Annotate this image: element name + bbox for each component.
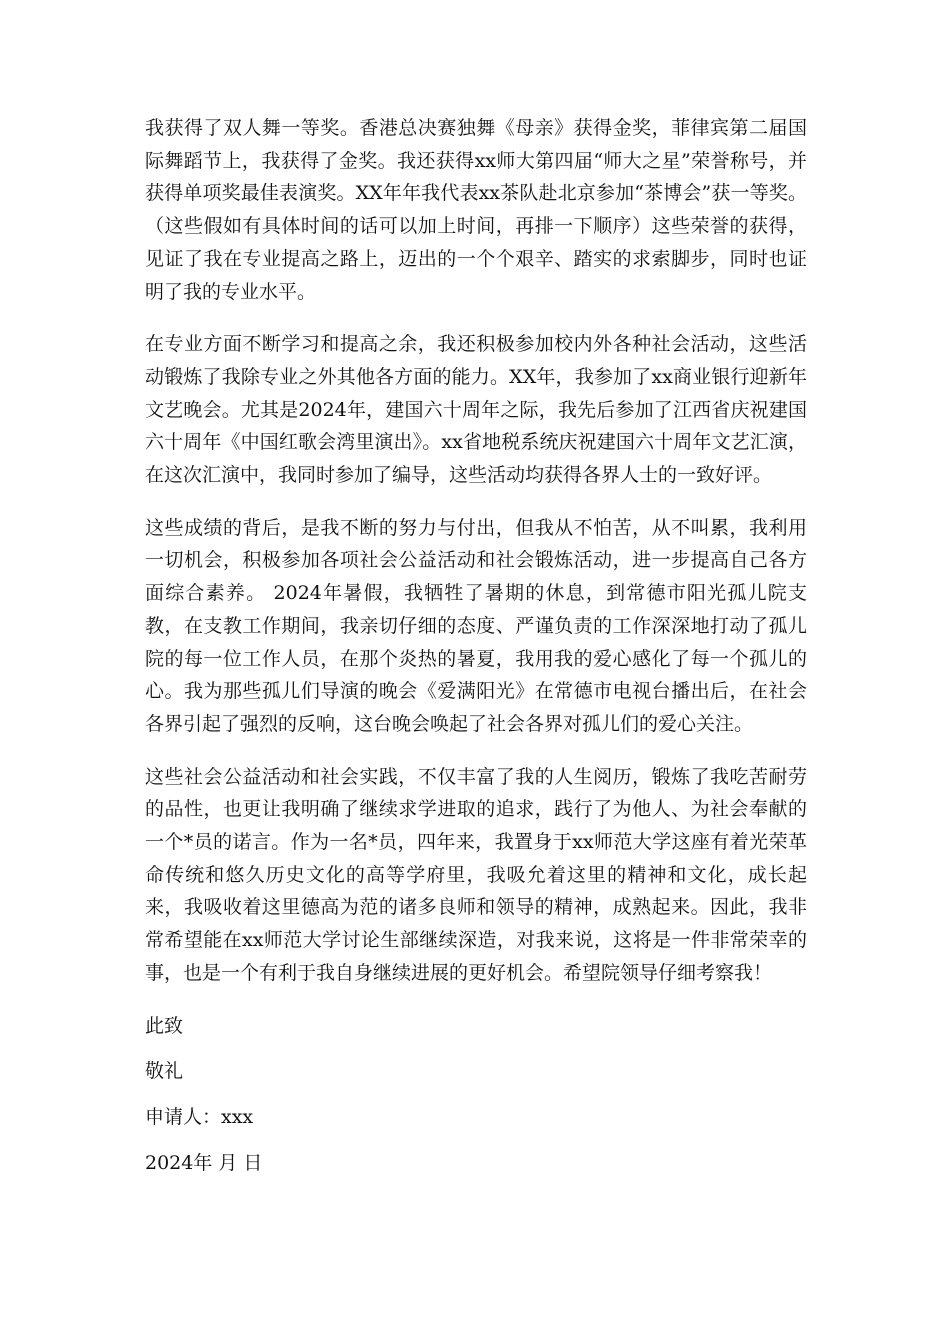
paragraph-text: 这些社会公益活动和社会实践，不仅丰富了我的人生阅历，锻炼了我吃苦耐劳的品性，也更让我明确了继续求学进取的追求，践行了为他人、为社会奉献的一个*员的诺言。作为一名*员，四年来，我置身于xx师范大学这座有着光荣革命传统和悠久历史文化的高等学府里，我吸允着这里的精神和文化，成长起来，我吸收着这里德高为范的诸多良师和领导的精神，成熟起来。因此，我非常希望能在xx师范大学讨论生部继续深造，对我来说，这将是一件非常荣幸的事，也是一个有利于我自身继续进展的更好机会。希望院领导仔细考察我！ <box>145 765 807 984</box>
paragraph-conclusion <box>145 761 807 990</box>
paragraph-awards <box>145 112 807 308</box>
applicant-signature: 申请人：xxx <box>145 1105 254 1128</box>
letter-date: 2024年 月 日 <box>145 1151 263 1174</box>
paragraph-text: 这些成绩的背后，是我不断的努力与付出，但我从不怕苦，从不叫累，我利用一切机会，积极参加各项社会公益活动和社会锻炼活动，进一步提高自己各方面综合素养。 2024年暑假，我牺牲了暑期的休息，到常德市阳光孤儿院支教，在支教工作期间，我亲切仔细的态度、严谨负责的工作深深地打动了孤儿院的每一位工作人员，在那个炎热的暑夏，我用我的爱心感化了每一个孤儿的心。我为那些孤儿们导演的晚会《爱满阳光》在常德市电视台播出后，在社会各界引起了强烈的反响，这台晚会唤起了社会各界对孤儿们的爱心关注。 <box>145 516 807 735</box>
closing-salutation: 此致 <box>145 1014 184 1037</box>
paragraph-volunteering <box>145 512 807 741</box>
paragraph-text: 在专业方面不断学习和提高之余，我还积极参加校内外各种社会活动，这些活动锻炼了我除专业之外其他各方面的能力。XX年，我参加了xx商业银行迎新年文艺晚会。尤其是2024年，建国六十周年之际，我先后参加了江西省庆祝建国六十周年《中国红歌会湾里演出》。xx省地税系统庆祝建国六十周年文艺汇演，在这次汇演中，我同时参加了编导，这些活动均获得各界人士的一致好评。 <box>145 333 807 487</box>
closing-regards: 敬礼 <box>145 1060 184 1083</box>
letter-page <box>145 112 807 1179</box>
paragraph-text: 我获得了双人舞一等奖。香港总决赛独舞《母亲》获得金奖，菲律宾第二届国际舞蹈节上，我获得了金奖。我还获得xx师大第四届“师大之星”荣誉称号，并获得单项奖最佳表演奖。XX年年我代表xx茶队赴北京参加“茶博会”获一等奖。（这些假如有具体时间的话可以加上时间，再排一下顺序）这些荣誉的获得，见证了我在专业提高之路上，迈出的一个个艰辛、踏实的求索脚步，同时也证明了我的专业水平。 <box>145 117 807 303</box>
paragraph-activities <box>145 328 807 492</box>
